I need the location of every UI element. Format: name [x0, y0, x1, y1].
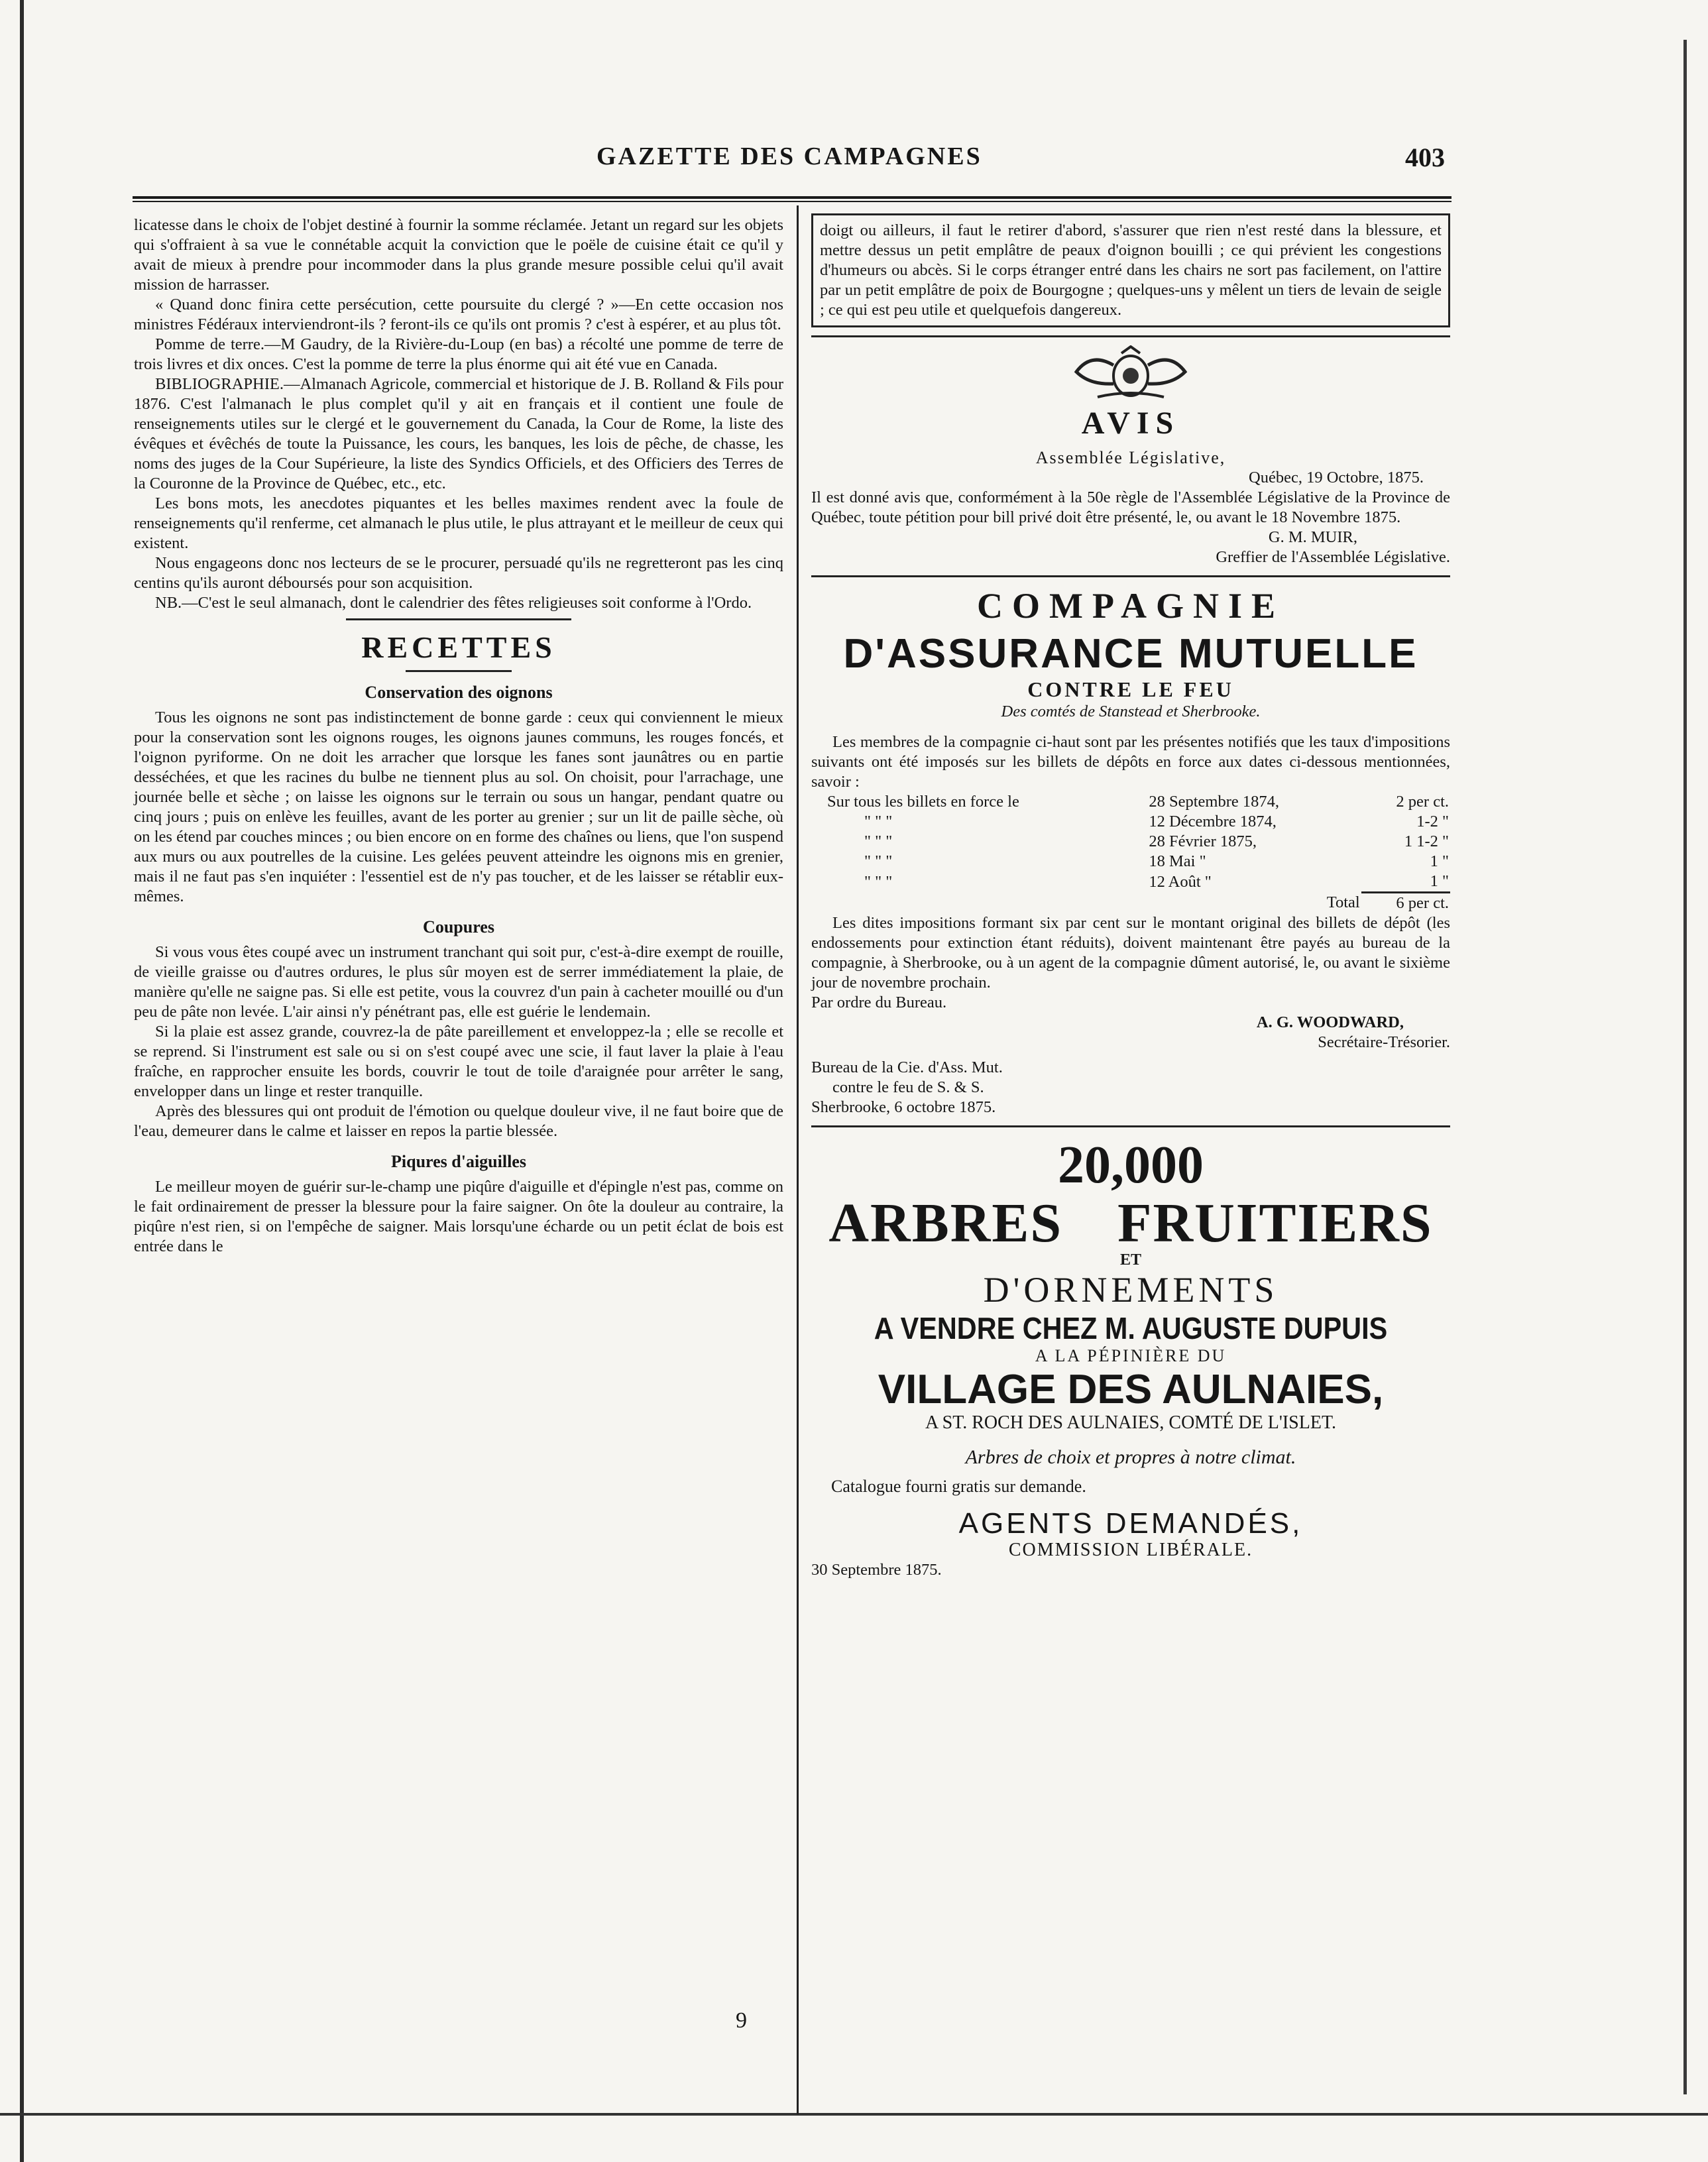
paragraph: « Quand donc finira cette persécution, cette poursuite du clergé ? »—En cette occasion nos ministres Fédéraux interviendront-ils ? feront-ils ce qu'ils ont promis ? c'est à espérer, et au plus tôt.	[134, 296, 783, 333]
column-divider	[797, 205, 799, 2114]
trees-headline	[811, 1192, 1450, 1254]
table-cell-date: 12 Août "	[1149, 872, 1212, 891]
table-cell-date: 18 Mai "	[1149, 852, 1206, 870]
total-value: 6 per ct.	[1396, 894, 1449, 912]
trees-nursery-label: A LA PÉPINIÈRE DU	[1035, 1346, 1227, 1365]
office-line: contre le feu de S. & S.	[832, 1078, 984, 1096]
notice-signature: G. M. MUIR,	[1268, 528, 1357, 546]
footer-mark: 9	[736, 2008, 747, 2033]
assessment-table	[811, 792, 1450, 913]
notice-date: Québec, 19 Octobre, 1875.	[1249, 469, 1424, 486]
notice-body: Il est donné avis que, conformément à la 50e règle de l'Assemblée Législative de la Province de Québec, toute pétition pour bill privé doit être présenté, le, ou avant le 18 Novembre 1875.	[811, 488, 1450, 526]
table-cell-rate: 2 per ct.	[1396, 793, 1449, 811]
recipe-heading: Conservation des oignons	[365, 683, 553, 702]
right-column	[811, 213, 1450, 1580]
table-row	[811, 792, 1450, 812]
trees-village: VILLAGE DES AULNAIES,	[878, 1367, 1384, 1412]
table-cell-date: 28 Février 1875,	[1149, 832, 1257, 850]
table-row	[811, 832, 1450, 852]
continuation-box	[811, 213, 1450, 327]
paragraph: licatesse dans le choix de l'objet destiné à fournir la somme réclamée. Jetant un regard sur les objets qui s'offraient à sa vue le connétable acquit la conviction que le poële de cuisine était ce qu'il y avait de mieux à prendre pour incommoder dans la plus grande mesure possible celui qu'il avait mission de harrasser.	[134, 216, 783, 294]
recipe-heading: Coupures	[423, 917, 494, 937]
table-cell-rate: 1 "	[1430, 852, 1449, 870]
trees-headline-word: ARBRES	[828, 1192, 1063, 1254]
running-title: GAZETTE DES CAMPAGNES	[597, 142, 982, 170]
company-intro: Les membres de la compagnie ci-haut sont par les présentes notifiés que les taux d'impositions suivants ont été imposés sur les billets de dépôts en force aux dates ci-dessous mentionnées, savoir :	[811, 733, 1450, 791]
company-signature-title: Secrétaire-Trésorier.	[1318, 1033, 1450, 1051]
trees-count: 20,000	[1058, 1136, 1204, 1194]
paragraph: Pomme de terre.—M Gaudry, de la Rivière-du-Loup (en bas) a récolté une pomme de terre de trois livres et dix onces. C'est la pomme de terre la plus énorme qui ait été vue en Canada.	[134, 335, 783, 373]
table-row	[811, 812, 1450, 832]
trees-agents: AGENTS DEMANDÉS,	[958, 1507, 1303, 1540]
trees-commission: COMMISSION LIBÉRALE.	[1008, 1540, 1253, 1560]
header-rule-thin	[133, 201, 1452, 202]
section-rule	[346, 618, 571, 620]
company-name-line3: CONTRE LE FEU	[1027, 677, 1234, 701]
recipe-paragraph: Le meilleur moyen de guérir sur-le-champ une piqûre d'aiguille et d'épingle n'est pas, comme on le fait ordinairement de presser la blessure pour la faire saigner. On ôte la douleur au contraire, la piqûre n'est rien, si on l'empêche de saigner. Mais lorsqu'une écharde ou un petit éclat de bois est entrée dans le	[134, 1178, 783, 1255]
table-cell-date: 28 Septembre 1874,	[1149, 793, 1280, 811]
page-edge-left	[20, 0, 24, 2162]
company-signature: A. G. WOODWARD,	[1256, 1013, 1404, 1031]
recipe-paragraph: Après des blessures qui ont produit de l'émotion ou quelque douleur vive, il ne faut boire que de l'eau, demeurer dans le calme et laisser en repos la partie blessée.	[134, 1102, 783, 1140]
recipe-paragraph: Tous les oignons ne sont pas indistinctement de bonne garde : ceux qui conviennent le mieux pour la conservation sont les oignons rouges, les oignons jaunes communs, les rouges foncés, et l'oignon pyriforme. On ne doit les arracher que lorsque les fanes sont jaunâtres ou en partie desséchées, et que les racines du bulbe ne tiennent plus au sol. On choisit, pour l'arrachage, une journée belle et sèche ; on laisse les oignons sur le terrain ou sous un hangar, pendant quatre ou cinq jours ; puis on enlève les feuilles, avant de les porter au grenier ; sur un lit de paille sèche, où on les étend par couches minces ; ou bien encore on en forme des chaînes ou liens, que l'on suspend aux murs ou aux poutrelles de la cuisine. Les gelées peuvent atteindre les oignons mis en grenier, mais il ne faut pas s'en inquiéter : l'essentiel est de n'y pas toucher, et de les laisser se rétablir eux-mêmes.	[134, 709, 783, 905]
company-office-block	[811, 1058, 1450, 1117]
recipe-paragraph: Si vous vous êtes coupé avec un instrument tranchant qui soit pur, c'est-à-dire exempt de rouille, de vieille graisse ou d'autres ordures, le plus sûr moyen est de serrer immédiatement la plaie, de manière qu'elle ne saigne pas. Si elle est petite, vous la couvrez d'un pain à cacheter mouillé ou d'un peu de pâte non levée. L'air ainsi n'y pénétrant pas, elle est guérie le lendemain.	[134, 943, 783, 1021]
trees-date: 30 Septembre 1875.	[811, 1561, 942, 1579]
trees-ornements: D'ORNEMENTS	[983, 1270, 1279, 1310]
trees-et: ET	[1119, 1251, 1141, 1269]
notice-title: AVIS	[1081, 406, 1180, 441]
page-number: 403	[1405, 142, 1445, 172]
company-name-line2: D'ASSURANCE MUTUELLE	[843, 631, 1418, 677]
notice-signature-title: Greffier de l'Assemblée Législative.	[1216, 548, 1450, 566]
office-line: Sherbrooke, 6 octobre 1875.	[811, 1098, 996, 1116]
recipe-paragraph: Si la plaie est assez grande, couvrez-la de pâte pareillement et enveloppez-la ; elle se recolle et se reprend. Si l'instrument est sale ou si on s'est coupé avec une scie, il faut laver la plaie à l'eau fraîche, en rapprocher ensuite les bords, couvrir le tout de toile d'araignée pour arrêter le sang, envelopper dans un linge et rester tranquille.	[134, 1023, 783, 1100]
table-cell-label: " " "	[864, 813, 893, 830]
paragraph: Nous engageons donc nos lecteurs de se le procurer, persuadé qu'ils ne regretteront pas les cinq centins qu'ils auront déboursés pour son acquisition.	[134, 554, 783, 592]
company-order: Par ordre du Bureau.	[811, 994, 947, 1011]
trees-headline-word: FRUITIERS	[1117, 1192, 1433, 1254]
paragraph: NB.—C'est le seul almanach, dont le calendrier des fêtes religieuses soit conforme à l'Ordo.	[155, 594, 752, 612]
section-rule	[406, 670, 512, 672]
table-cell-label: Sur tous les billets en force le	[827, 793, 1019, 811]
table-row-total	[811, 893, 1450, 914]
left-column	[134, 215, 783, 1257]
page-edge-bottom	[0, 2113, 1708, 2116]
header-rule	[133, 196, 1452, 199]
company-body: Les dites impositions formant six par cent sur le montant original des billets de dépôt (les endossements pour extinction étant réduits), doivent maintenant être payés au bureau de la compagnie, à Sherbrooke, ou à un agent de la compagnie dûment autorisé, le, ou avant le sixième jour de novembre prochain.	[811, 914, 1450, 992]
coat-of-arms-icon	[1058, 345, 1204, 402]
company-counties: Des comtés de Stanstead et Sherbrooke.	[1001, 703, 1261, 720]
page-edge-right	[1683, 40, 1687, 2094]
notice-subtitle: Assemblée Législative,	[1035, 448, 1226, 467]
table-cell-rate: 1 "	[1361, 872, 1450, 893]
paragraph: Les bons mots, les anecdotes piquantes et les belles maximes rendent avec la foule de renseignements qu'il renferme, cet almanach le plus utile, le plus attrayant et le meilleur de ceux qui existent.	[134, 494, 783, 552]
office-line: Bureau de la Cie. d'Ass. Mut.	[811, 1058, 1003, 1076]
table-cell-date: 12 Décembre 1874,	[1149, 813, 1277, 830]
trees-seller: A VENDRE CHEZ M. AUGUSTE DUPUIS	[874, 1311, 1388, 1345]
table-cell-label: " " "	[864, 832, 893, 850]
ad-rule	[811, 575, 1450, 577]
trees-location: A ST. ROCH DES AULNAIES, COMTÉ DE L'ISLET.	[925, 1412, 1336, 1433]
ad-rule	[811, 1125, 1450, 1127]
paragraph: BIBLIOGRAPHIE.—Almanach Agricole, commercial et historique de J. B. Rolland & Fils pour 1876. C'est l'almanach le plus complet qu'il y ait en français et il contient une foule de renseignements utiles sur le clergé et le gouvernement du Canada, la Cour de Rome, la liste des évêques et évêchés de toute la Puissance, les cours, les banques, les lois de pêche, de chasse, les noms des juges de la Cour Supérieure, la liste des Syndics Officiels, et des Officiers des Terres de la Couronne de la Province de Québec, etc., etc.	[134, 375, 783, 492]
table-row	[811, 852, 1450, 872]
ad-rule	[811, 335, 1450, 337]
total-label: Total	[1326, 893, 1360, 912]
section-title: RECETTES	[361, 630, 556, 664]
trees-catalogue: Catalogue fourni gratis sur demande.	[831, 1477, 1086, 1496]
table-cell-rate: 1 1-2 "	[1404, 832, 1449, 850]
table-cell-rate: 1-2 "	[1416, 813, 1449, 830]
table-cell-label: " " "	[864, 852, 893, 870]
page-header	[133, 142, 1445, 175]
table-cell-label: " " "	[864, 872, 893, 891]
company-name-line1: COMPAGNIE	[977, 586, 1284, 626]
paragraph: doigt ou ailleurs, il faut le retirer d'abord, s'assurer que rien n'est resté dans la blessure, et mettre dessus un petit emplâtre de peaux d'oignon bouilli ; ce qui prévient les congestions d'humeurs ou abcès. Si le corps étranger entré dans les chairs ne sort pas facilement, on l'attire par un petit emplâtre de poix de Bourgogne ; quelques-uns y mêlent un tiers de levain de seigle ; ce qui est peu utile et quelquefois dangereux.	[820, 221, 1442, 319]
recipe-heading: Piqures d'aiguilles	[391, 1152, 526, 1171]
trees-tagline: Arbres de choix et propres à notre climat.	[965, 1446, 1296, 1468]
table-row	[811, 872, 1450, 893]
